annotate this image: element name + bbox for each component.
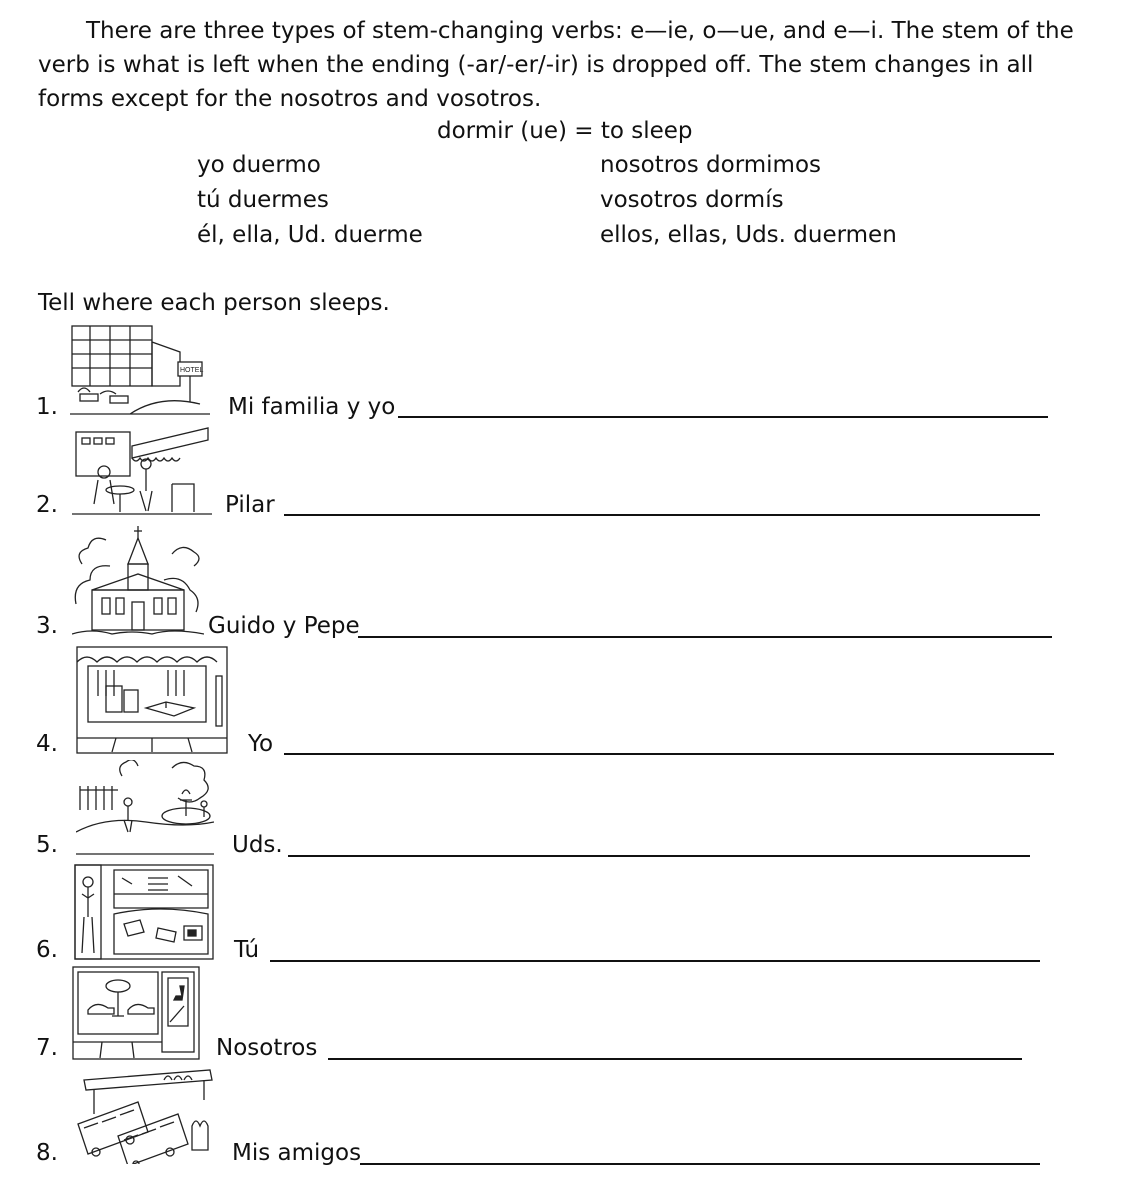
item-number-5: 5. xyxy=(36,832,58,858)
instructions: Tell where each person sleeps. xyxy=(38,290,390,316)
conjugation-el: él, ella, Ud. duerme xyxy=(197,222,423,248)
item-number-2: 2. xyxy=(36,492,58,518)
item-subject-6: Tú xyxy=(234,937,260,963)
item-subject-5: Uds. xyxy=(232,832,283,858)
conjugation-nosotros: nosotros dormimos xyxy=(600,152,822,178)
conjugation-vosotros: vosotros dormís xyxy=(600,187,784,213)
item-number-1: 1. xyxy=(36,394,58,420)
answer-line-2[interactable] xyxy=(284,514,1040,516)
hotel-icon xyxy=(70,322,210,418)
item-number-4: 4. xyxy=(36,731,58,757)
item-number-7: 7. xyxy=(36,1035,58,1061)
cafe-icon xyxy=(72,424,212,516)
answer-line-1[interactable] xyxy=(398,416,1048,418)
conjugation-tu: tú duermes xyxy=(197,187,329,213)
bus-station-icon xyxy=(74,1066,214,1164)
item-subject-3: Guido y Pepe xyxy=(208,613,360,639)
item-subject-8: Mis amigos xyxy=(232,1140,362,1166)
answer-line-5[interactable] xyxy=(288,855,1030,857)
svg-text:HOTEL: HOTEL xyxy=(180,367,204,374)
church-icon xyxy=(72,524,204,640)
bookstore-window-icon xyxy=(76,646,228,754)
item-subject-4: Yo xyxy=(248,731,274,757)
item-subject-1: Mi familia y yo xyxy=(228,394,396,420)
answer-line-7[interactable] xyxy=(328,1058,1022,1060)
answer-line-4[interactable] xyxy=(284,753,1054,755)
item-number-3: 3. xyxy=(36,613,58,639)
answer-line-6[interactable] xyxy=(270,960,1040,962)
shoe-store-icon xyxy=(72,966,200,1060)
conjugation-ellos: ellos, ellas, Uds. duermen xyxy=(600,222,897,248)
item-number-8: 8. xyxy=(36,1140,58,1166)
conjugation-yo: yo duermo xyxy=(197,152,321,178)
answer-line-3[interactable] xyxy=(358,636,1052,638)
item-subject-2: Pilar xyxy=(225,492,275,518)
intro-paragraph xyxy=(38,14,1098,116)
intro-text: There are three types of stem-changing verbs: e—ie, o—ue, and e—i. The stem of the verb is what is left when the ending (-ar/-er/-ir) is dropped off. The stem changes in all forms except for the nosotros and vosotros. xyxy=(38,18,1074,112)
park-fountain-icon xyxy=(76,760,214,856)
item-subject-7: Nosotros xyxy=(216,1035,318,1061)
answer-line-8[interactable] xyxy=(360,1163,1040,1165)
stationery-store-icon xyxy=(74,864,214,960)
conjugation-title: dormir (ue) = to sleep xyxy=(437,118,693,144)
item-number-6: 6. xyxy=(36,937,58,963)
